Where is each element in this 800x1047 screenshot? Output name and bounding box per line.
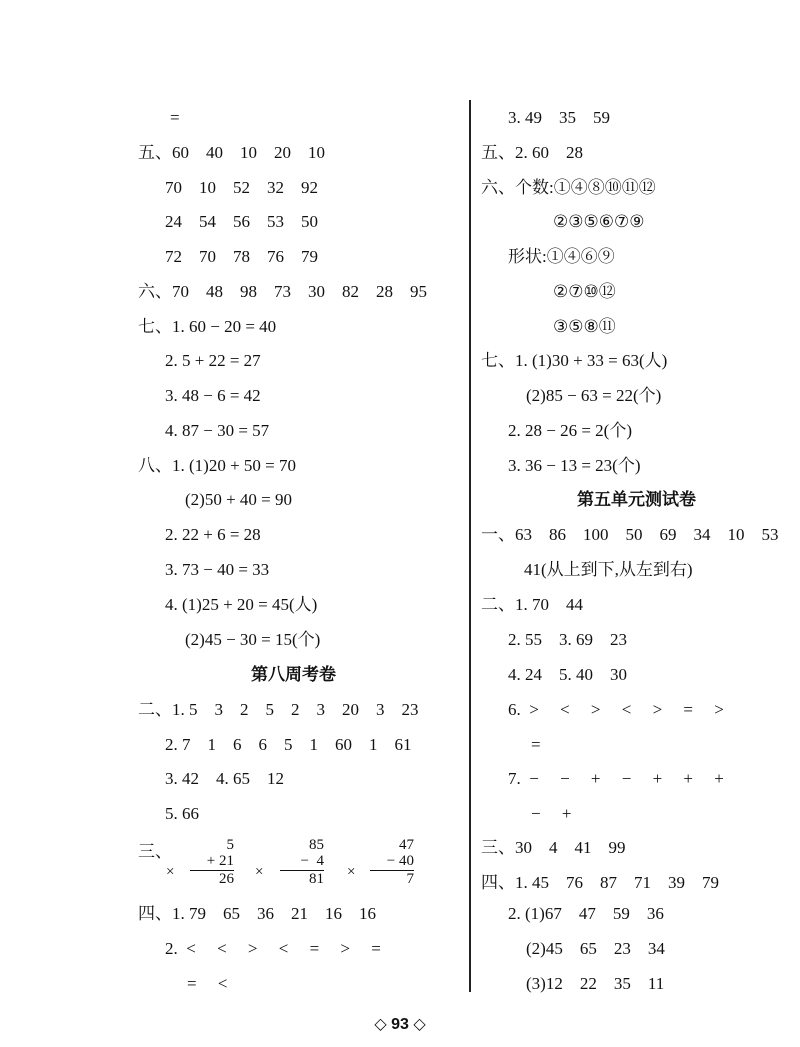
answer-line: = < — [187, 974, 228, 993]
answer-line: 2. 55 3. 69 23 — [508, 630, 627, 649]
column-divider — [469, 100, 471, 992]
answer-line: 形状:①④⑥⑨ — [508, 247, 615, 266]
vertical-operand: + 21 — [206, 853, 234, 869]
answer-line: 24 54 56 53 50 — [165, 212, 318, 231]
answer-line: 2. 7 1 6 6 5 1 60 1 61 — [165, 735, 412, 754]
answer-line: 3. 42 4. 65 12 — [165, 769, 284, 788]
answer-line: (2)45 65 23 34 — [526, 939, 665, 958]
answer-line: 六、70 48 98 73 30 82 28 95 — [138, 282, 427, 301]
answer-line: 3. 73 − 40 = 33 — [165, 560, 270, 579]
answer-line: 六、个数:①④⑧⑩⑪⑫ — [481, 178, 656, 197]
answer-line: 二、1. 5 3 2 5 2 3 20 3 23 — [138, 700, 419, 719]
section-heading: 第五单元测试卷 — [577, 490, 696, 509]
times-sign: × — [166, 864, 175, 880]
answer-line: ②⑦⑩⑫ — [553, 282, 616, 301]
vertical-result: 26 — [219, 871, 234, 887]
answer-line: 5. 66 — [165, 804, 199, 823]
answer-line: ③⑤⑧⑪ — [553, 317, 616, 336]
times-sign: × — [255, 864, 264, 880]
answer-line: 三、30 4 41 99 — [481, 838, 626, 857]
answer-line: 3. 49 35 59 — [508, 108, 610, 127]
answer-line: 一、63 86 100 50 69 34 10 53 — [481, 525, 779, 544]
answer-line: (3)12 22 35 11 — [526, 974, 665, 993]
page-number: 93 — [391, 1016, 409, 1033]
vertical-operand: − 4 — [300, 853, 324, 869]
answer-line: 4. (1)25 + 20 = 45(人) — [165, 595, 318, 614]
vertical-top: 85 — [309, 837, 324, 853]
answer-line: 2. 5 + 22 = 27 — [165, 351, 261, 370]
times-sign: × — [347, 864, 356, 880]
answer-line: 2. 28 − 26 = 2(个) — [508, 421, 632, 440]
answer-line: = — [531, 735, 541, 754]
answer-line: 二、1. 70 44 — [481, 595, 583, 614]
section-label: 三、 — [138, 842, 172, 861]
answer-line: (2)45 − 30 = 15(个) — [185, 630, 321, 649]
answer-line: 七、1. (1)30 + 33 = 63(人) — [481, 351, 668, 370]
answer-line: 7. − − + − + + + — [508, 769, 724, 788]
answer-line: 五、2. 60 28 — [481, 143, 583, 162]
answer-line: 2. (1)67 47 59 36 — [508, 904, 664, 923]
answer-line: 4. 24 5. 40 30 — [508, 665, 627, 684]
answer-line: − + — [531, 804, 572, 823]
answer-line: 72 70 78 76 79 — [165, 247, 318, 266]
diamond-icon: ◇ — [374, 1016, 387, 1033]
answer-line: ②③⑤⑥⑦⑨ — [553, 212, 645, 231]
vertical-calculation — [190, 837, 234, 887]
vertical-result: 7 — [406, 871, 414, 887]
answer-line: 41(从上到下,从左到右) — [524, 560, 693, 579]
diamond-icon: ◇ — [413, 1016, 426, 1033]
answer-line: 七、1. 60 − 20 = 40 — [138, 317, 277, 336]
vertical-calculation — [280, 837, 324, 887]
answer-line: 四、1. 45 76 87 71 39 79 — [481, 873, 719, 892]
answer-line: 五、60 40 10 20 10 — [138, 143, 325, 162]
page-footer — [0, 1014, 800, 1034]
vertical-top: 5 — [226, 837, 234, 853]
answer-line: 四、1. 79 65 36 21 16 16 — [138, 904, 376, 923]
answer-line: 2. 22 + 6 = 28 — [165, 525, 261, 544]
answer-line: 3. 36 − 13 = 23(个) — [508, 456, 641, 475]
answer-line: (2)50 + 40 = 90 — [185, 490, 292, 509]
answer-line: 70 10 52 32 92 — [165, 178, 318, 197]
answer-line: 2. < < > < = > = — [165, 939, 381, 958]
vertical-calculation — [370, 837, 414, 887]
answer-line: 八、1. (1)20 + 50 = 70 — [138, 456, 296, 475]
vertical-operand: − 40 — [386, 853, 414, 869]
answer-line: 6. > < > < > = > — [508, 700, 724, 719]
answer-line: 3. 48 − 6 = 42 — [165, 386, 261, 405]
answer-line: 4. 87 − 30 = 57 — [165, 421, 270, 440]
answer-line: = — [170, 108, 180, 127]
section-heading: 第八周考卷 — [251, 665, 336, 684]
vertical-top: 47 — [399, 837, 414, 853]
answer-line: (2)85 − 63 = 22(个) — [526, 386, 662, 405]
vertical-result: 81 — [309, 871, 324, 887]
